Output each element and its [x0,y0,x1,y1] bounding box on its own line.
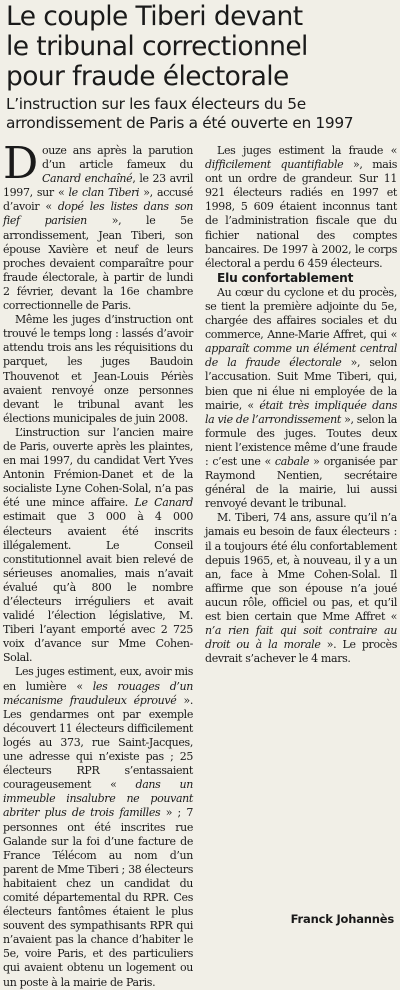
paragraph-2: Même les juges d’instruction ont trouvé le temps long : lassés d’avoir attendu trois ans les réquisitions du parquet, les juges Baudoin Thouvenot et Jean-Louis Périès avaient renvoyé onze personnes devant le tribunal avant les élections municipales de juin 2008. [3,313,193,425]
subhead-line: L’instruction sur les faux électeurs du 5e [6,95,306,113]
paragraph-7: M. Tiberi, 74 ans, assure qu’il n’a jamais eu besoin de faux électeurs : il a toujours été élu confortablement depuis 1965, et, à nouveau, il y a un an, face à Mme Cohen-Solal. Il affirme que son épouse n’a joué aucun rôle, officiel ou pas, et qu’il est bien certain que Mme Affret « n’a rien fait qui soit contraire au droit ou à la morale ». Le procès devrait s’achever le 4 mars. [205,511,397,666]
headline-line: Le couple Tiberi devant [6,1,303,32]
byline: Franck Johannès [290,912,394,926]
headline-line: pour fraude électorale [6,61,289,92]
paragraph-5: Les juges estiment la fraude « difficilement quantifiable », mais ont un ordre de grandeur. Sur 11 921 électeurs radiés en 1997 et 1998, 5 609 étaient inconnus tant de l’administration fiscale que du fichier national des comptes bancaires. De 1997 à 2002, le corps électoral a perdu 6 459 électeurs. [205,144,397,270]
paragraph-4: Les juges estiment, eux, avoir mis en lumière « les rouages d’un mécanisme frauduleux éprouvé ». Les gendarmes ont par exemple découvert 11 électeurs difficilement logés au 373, rue Saint-Jacques, une adresse qui n’existe pas ; 25 électeurs RPR s’entassaient courageusement « dans un immeuble insalubre ne pouvant abriter plus de trois familles » ; 7 personnes ont été inscrites rue Galande sur la foi d’une facture de France Télécom au nom d’un parent de Mme Tiberi ; 38 électeurs habitaient chez un candidat du comité départemental du RPR. Ces électeurs fantômes étaient le plus souvent des sympathisants RPR qui n’avaient pas la chance d’habiter le 5e, voire Paris, et des particuliers qui avaient obtenu un logement ou un poste à la mairie de Paris. [3,665,194,989]
paragraph-6: Au cœur du cyclone et du procès, se tient la première adjointe du 5e, chargée des affaires sociales et du commerce, Anne-Marie Affret, qui « apparaît comme un élément central de la fraude électorale », selon l’accusation. Suit Mme Tiberi, qui, bien que ni élue ni employée de la mairie, « était très impliquée dans la vie de l’arrondissement », selon la formule des juges. Toutes deux nient l’existence même d’une fraude : c’est une « cabale » organisée par Raymond Nentien, secrétaire général de la mairie, lui aussi renvoyé devant le tribunal. [205,285,398,511]
drop-cap: D [3,138,38,189]
column-left [3,138,194,990]
paragraph-3: L’instruction sur l’ancien maire de Paris, ouverte après les plaintes, en mai 1997, du candidat Vert Yves Antonin Frémion-Danet et de la socialiste Lyne Cohen-Solal, n’a pas été une mince affaire. Le Canard estimait que 3 000 à 4 000 électeurs avaient été inscrits illégalement. Le Conseil constitutionnel avait bien relevé de sérieuses anomalies, mais n’avait évalué qu’à 800 le nombre d’électeurs irréguliers et avait validé l’élection législative, M. Tiberi l’ayant emporté avec 2 725 voix d’avance sur Mme Cohen-Solal. [3,425,193,665]
section-subtitle: Elu confortablement [217,270,354,285]
column-right [205,144,397,666]
headline-line: le tribunal correctionnel [6,31,308,62]
subhead-line: arrondissement de Paris a été ouverte en 1997 [6,114,354,132]
subheadline [6,95,398,133]
headline [6,2,396,92]
paragraph-1: Douze ans après la parution d’un article fameux du Canard enchaîné, le 23 avril 1997, sur « le clan Tiberi », accusé d’avoir « dopé les listes dans son fief parisien », le 5e arrondissement, Jean Tiberi, son épouse Xavière et neuf de leurs proches devaient comparaître pour fraude électorale, à partir de lundi 2 février, devant la 16e chambre correctionnelle de Paris. [3,138,194,313]
